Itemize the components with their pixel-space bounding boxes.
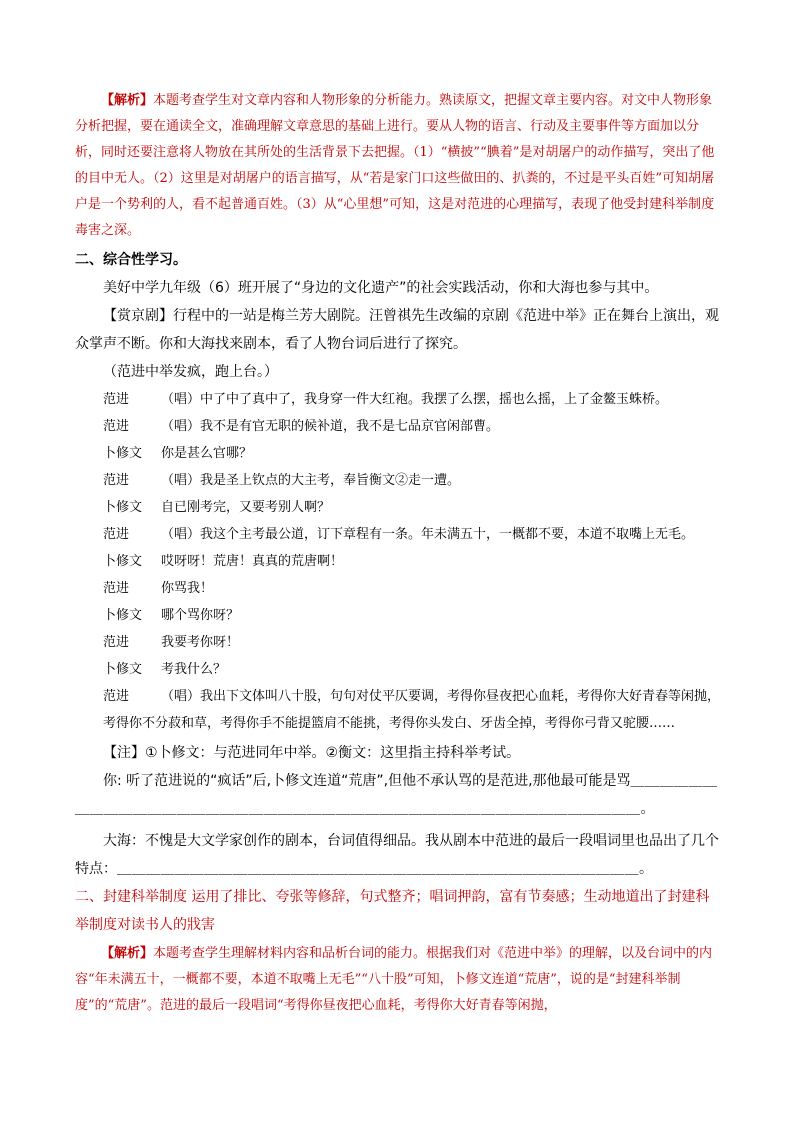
analysis-paragraph-1 bbox=[75, 88, 720, 244]
script-line bbox=[75, 521, 720, 548]
speaker-name: 范进 bbox=[103, 689, 130, 704]
dialogue-text: 我要考你呀！ bbox=[161, 635, 240, 650]
dialogue-text: （唱）我不是有官无职的候补道，我不是七品京官闲部曹。 bbox=[161, 419, 500, 434]
speaker-name: 范进 bbox=[103, 473, 130, 488]
question-1-continued bbox=[75, 795, 720, 823]
section-heading: 二、综合性学习。 bbox=[75, 252, 187, 268]
dialogue-text: 哪个骂你呀？ bbox=[161, 608, 240, 623]
speaker-name: 卜修文 bbox=[103, 554, 143, 569]
answer-blank[interactable]: ＿＿＿＿＿＿＿＿＿＿＿＿＿＿＿＿＿＿＿＿＿＿＿＿＿＿＿＿＿＿＿＿＿＿＿＿。 bbox=[117, 861, 654, 877]
speaker-name: 范进 bbox=[103, 392, 130, 407]
dialogue-text: 哎呀呀！荒唐！真真的荒唐啊！ bbox=[161, 554, 344, 569]
dialogue-text: 你是甚么官哪？ bbox=[161, 446, 253, 461]
script-line bbox=[75, 386, 720, 413]
speaker-name: 卜修文 bbox=[103, 608, 143, 623]
speaker-name: 卜修文 bbox=[103, 662, 143, 677]
script-line bbox=[75, 683, 720, 737]
dialogue-text: （唱）我这个主考最公道，订下章程有一条。年未满五十，一概都不要，本道不取嘴上无毛。 bbox=[161, 527, 695, 542]
document-page bbox=[75, 86, 720, 1019]
script-line bbox=[75, 629, 720, 656]
dialogue-text: （唱）我是圣上钦点的大主考，奉旨衡文②走一遭。 bbox=[161, 473, 461, 488]
script-line bbox=[75, 494, 720, 521]
opera-intro: 【赏京剧】行程中的一站是梅兰芳大剧院。汪曾祺先生改编的京剧《范进中举》正在舞台上演出，观众掌声不断。你和大海找来剧本，看了人物台词后进行了探究。 bbox=[75, 308, 719, 352]
speaker-name: 卜修文 bbox=[103, 446, 143, 461]
script-line bbox=[75, 440, 720, 467]
question-1 bbox=[75, 767, 720, 795]
script-line bbox=[75, 602, 720, 629]
speaker-name: 范进 bbox=[103, 419, 130, 434]
analysis-text: 本题考查学生对文章内容和人物形象的分析能力。熟读原文，把握文章主要内容。对文中人物形象分析把握，要在通读全文，准确理解文章意思的基础上进行。要从人物的语言、行动及主要事件等方面加以分析，同时还要注意将人物放在其所处的生活背景下去把握。（1）“横披”“腆着”是对胡屠户的动作描写，突出了他的目中无人。（2）这里是对胡屠户的语言描写，从“若是家门口这些做田的、扒粪的，不过是平头百姓”可知胡屠户是一个势利的人，看不起普通百姓。（3）从“心里想”可知，这是对范进的心理描写，表现了他受封建科举制度毒害之深。 bbox=[75, 93, 715, 238]
analysis-tag: 【解析】 bbox=[101, 946, 154, 961]
question-1-text: 你: 听了范进说的“疯话”后,卜修文连道“荒唐”,但他不承认骂的是范进,那他最可能是骂 bbox=[103, 773, 631, 789]
analysis-paragraph-2 bbox=[75, 941, 720, 1019]
answer-key: 二、封建科举制度 运用了排比、夸张等修辞，句式整齐；唱词押韵，富有节奏感；生动地道出了封建科举制度对读书人的戕害 bbox=[75, 889, 710, 933]
dialogue-text: （唱）我出下文体叫八十股，句句对仗平仄要调，考得你昼夜把心血耗，考得你大好青春等闲抛，考得你不分菽和草，考得你手不能提篮肩不能挑，考得你头发白、牙齿全掉，考得你弓背又驼腰…… bbox=[103, 689, 721, 731]
activity-intro: 美好中学九年级（6）班开展了“身边的文化遗产”的社会实践活动，你和大海也参与其中。 bbox=[103, 280, 659, 296]
script-line bbox=[75, 575, 720, 602]
answer-blank[interactable]: ＿＿＿＿＿＿ bbox=[630, 773, 718, 789]
analysis-tag: 【解析】 bbox=[101, 93, 154, 108]
annotation-note: 【注】①卜修文：与范进同年中举。②衡文：这里指主持科举考试。 bbox=[103, 745, 521, 761]
script-lines bbox=[75, 386, 720, 737]
script-line bbox=[75, 413, 720, 440]
question-2 bbox=[75, 827, 720, 883]
stage-direction: （范进中举发疯，跑上台。） bbox=[103, 364, 278, 380]
dialogue-text: 考我什么？ bbox=[161, 662, 227, 677]
dialogue-text: 你骂我！ bbox=[161, 581, 214, 596]
script-line bbox=[75, 548, 720, 575]
script-line bbox=[75, 467, 720, 494]
script-line bbox=[75, 656, 720, 683]
speaker-name: 范进 bbox=[103, 635, 130, 650]
analysis-text: 本题考查学生理解材料内容和品析台词的能力。根据我们对《范进中举》的理解，以及台词中的内容“年未满五十，一概都不要，本道不取嘴上无毛”“八十股”可知，卜修文连道“荒唐”，说的是“封建科举制度”的“荒唐”。范进的最后一段唱词“考得你昼夜把心血耗，考得你大好青春等闲抛， bbox=[75, 946, 713, 1013]
dialogue-text: （唱）中了中了真中了，我身穿一件大红袍。我摆了么摆，摇也么摇，上了金鳌玉蛛桥。 bbox=[161, 392, 669, 407]
question-2-text: 大海：不愧是大文学家创作的剧本，台词值得细品。我从剧本中范进的最后一段唱词里也品出了几个特点： bbox=[75, 833, 719, 877]
speaker-name: 范进 bbox=[103, 581, 130, 596]
speaker-name: 范进 bbox=[103, 527, 130, 542]
dialogue-text: 自已刚考完，又要考别人啊？ bbox=[161, 500, 331, 515]
speaker-name: 卜修文 bbox=[103, 500, 143, 515]
answer-blank[interactable]: ＿＿＿＿＿＿＿＿＿＿＿＿＿＿＿＿＿＿＿＿＿＿＿＿＿＿＿＿＿＿＿＿＿＿＿＿＿＿＿。 bbox=[75, 801, 655, 817]
